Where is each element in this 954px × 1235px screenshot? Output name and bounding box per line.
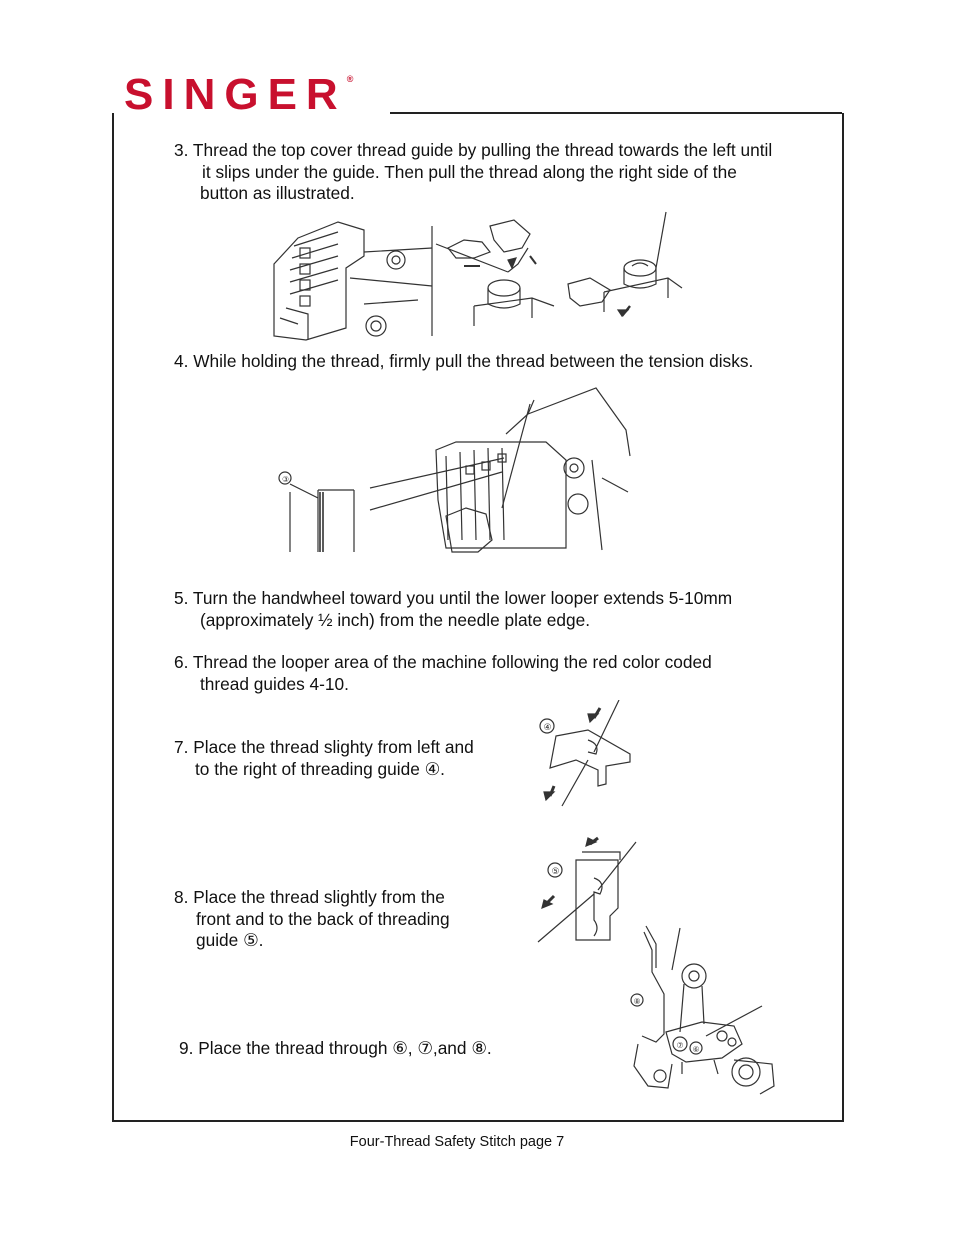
- step-7: [174, 737, 514, 780]
- step-text-line: Thread the looper area of the machine following the red color coded: [192, 652, 712, 672]
- page-footer: Four-Thread Safety Stitch page 7: [349, 1134, 565, 1150]
- step-text-line: guide ⑤.: [196, 930, 264, 950]
- step-number: 6.: [174, 652, 189, 672]
- step-text-line: it slips under the guide. Then pull the thread along the right side of the: [202, 161, 737, 182]
- figure-guide-4: [536, 700, 636, 812]
- step-text-line: Place the thread through ⑥, ⑦,and ⑧.: [198, 1038, 492, 1058]
- guide-8-label: ⑧: [633, 997, 641, 1006]
- registered-mark: ®: [346, 74, 354, 84]
- guide-4-label: ④: [543, 723, 552, 733]
- step-text-line: button as illustrated.: [200, 183, 355, 203]
- step-9: [179, 1038, 579, 1060]
- step-text-line: to the right of threading guide ④.: [195, 758, 445, 779]
- step-8: [174, 887, 514, 952]
- guide-6-label: ⑥: [692, 1045, 700, 1054]
- step-number: 9.: [179, 1038, 194, 1058]
- step-text-line: thread guides 4-10.: [200, 673, 349, 694]
- guide-7-label: ⑦: [676, 1041, 684, 1050]
- figure-top-cover-guide: [268, 208, 688, 344]
- guide-5-label: ⑤: [551, 867, 560, 877]
- figure-looper-guides: [622, 924, 778, 1102]
- step-number: 8.: [174, 887, 189, 907]
- step-5: [174, 588, 834, 631]
- step-text-line: front and to the back of threading: [196, 908, 450, 929]
- step-number: 3.: [174, 140, 189, 160]
- step-text-line: While holding the thread, firmly pull the thread between the tension disks.: [193, 351, 754, 371]
- step-text-line: Turn the handwheel toward you until the lower looper extends 5-10mm: [192, 588, 733, 608]
- step-4: [174, 351, 834, 373]
- figure-tension-disks: [266, 380, 636, 556]
- step-6: [174, 652, 834, 695]
- singer-logo: SINGER®: [124, 70, 354, 119]
- guide-3-label: ③: [282, 475, 290, 484]
- step-text-line: Place the thread slightly from the: [193, 887, 445, 907]
- step-3: [174, 140, 834, 205]
- step-number: 4.: [174, 351, 189, 371]
- step-text-line: Place the thread slighty from left and: [193, 737, 474, 757]
- step-number: 5.: [174, 588, 189, 608]
- step-text-line: (approximately ½ inch) from the needle plate edge.: [200, 609, 591, 630]
- step-text-line: Thread the top cover thread guide by pulling the thread towards the left until: [192, 140, 773, 160]
- step-number: 7.: [174, 737, 189, 757]
